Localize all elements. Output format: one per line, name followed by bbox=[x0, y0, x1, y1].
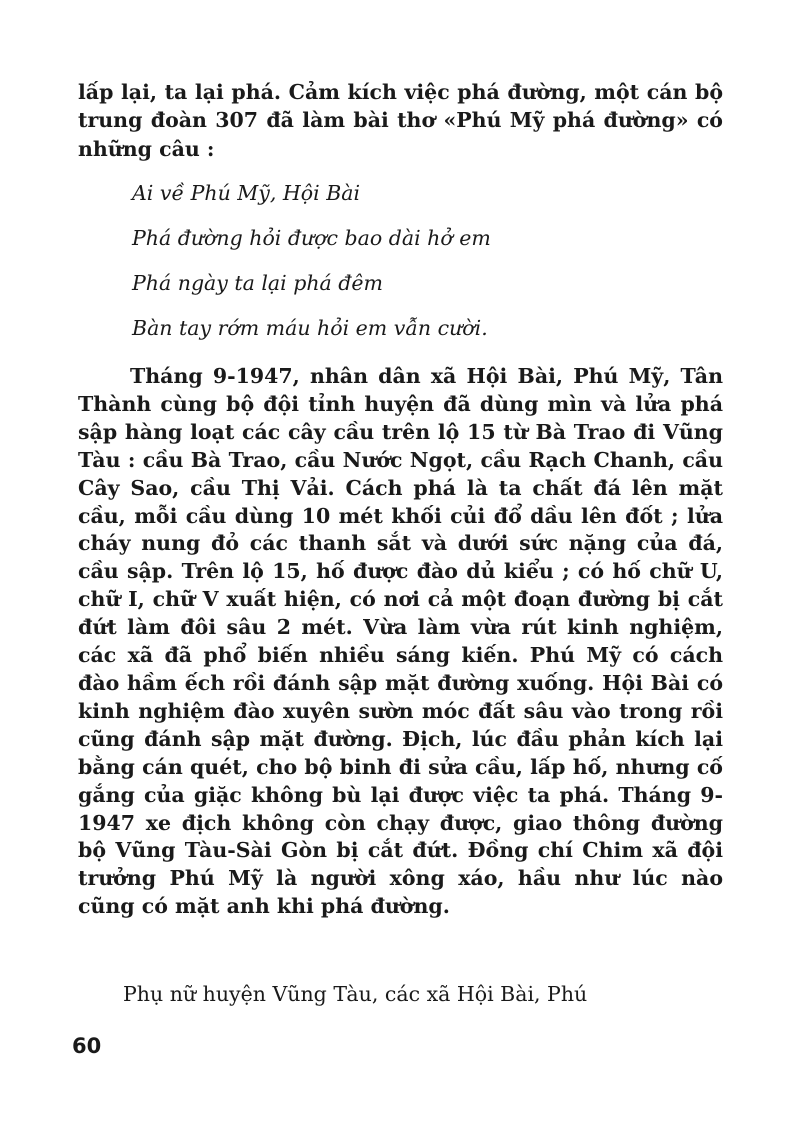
poem-line-4: Bàn tay rớm máu hỏi em vẫn cười. bbox=[132, 316, 488, 340]
paragraph-september-1947: Tháng 9-1947, nhân dân xã Hội Bài, Phú Mỹ, Tân Thành cùng bộ đội tỉnh huyện đã dùng mìn và lửa phá sập hàng loạt các cây cầu trên lộ 15 từ Bà Trao đi Vũng Tàu : cầu Bà Trao, cầu Nước Ngọt, cầu Rạch Chanh, cầu Cây Sao, cầu Thị Vải. Cách phá là ta chất đá lên mặt cầu, mỗi cầu dùng 10 mét khối củi đổ dầu lên đốt ; lửa cháy nung đỏ các thanh sắt và dưới sức nặng của đá, cầu sập. Trên lộ 15, hố được đào dủ kiểu ; có hố chữ U, chữ I, chữ V xuất hiện, có nơi cả một đoạn đường bị cắt đứt làm đôi sâu 2 mét. Vừa làm vừa rút kinh nghiệm, các xã đã phổ biến nhiều sáng kiến. Phú Mỹ có cách đào hầm ếch rồi đánh sập mặt đường xuống. Hội Bài có kinh nghiệm đào xuyên sườn móc đất sâu vào trong rồi cũng đánh sập mặt đường. Địch, lúc đầu phản kích lại bằng cán quét, cho bộ binh đi sửa cầu, lấp hố, nhưng cố gắng của giặc không bù lại được việc ta phá. Tháng 9-1947 xe địch không còn chạy được, giao thông đường bộ Vũng Tàu-Sài Gòn bị cắt đứt. Đồng chí Chim xã đội trưởng Phú Mỹ là người xông xáo, hầu như lúc nào cũng có mặt anh khi phá đường. bbox=[78, 364, 723, 919]
page-number: 60 bbox=[72, 1034, 102, 1058]
poem-line-3: Phá ngày ta lại phá đêm bbox=[132, 271, 383, 295]
paragraph-intro: lấp lại, ta lại phá. Cảm kích việc phá đường, một cán bộ trung đoàn 307 đã làm bài thơ «Phú Mỹ phá đường» có những câu : bbox=[78, 80, 723, 161]
poem-stanza bbox=[132, 171, 692, 351]
poem-line-2: Phá đường hỏi được bao dài hở em bbox=[132, 226, 491, 250]
paragraph-women: Phụ nữ huyện Vũng Tàu, các xã Hội Bài, Phú bbox=[123, 982, 588, 1006]
poem-line-1: Ai về Phú Mỹ, Hội Bài bbox=[132, 181, 361, 205]
